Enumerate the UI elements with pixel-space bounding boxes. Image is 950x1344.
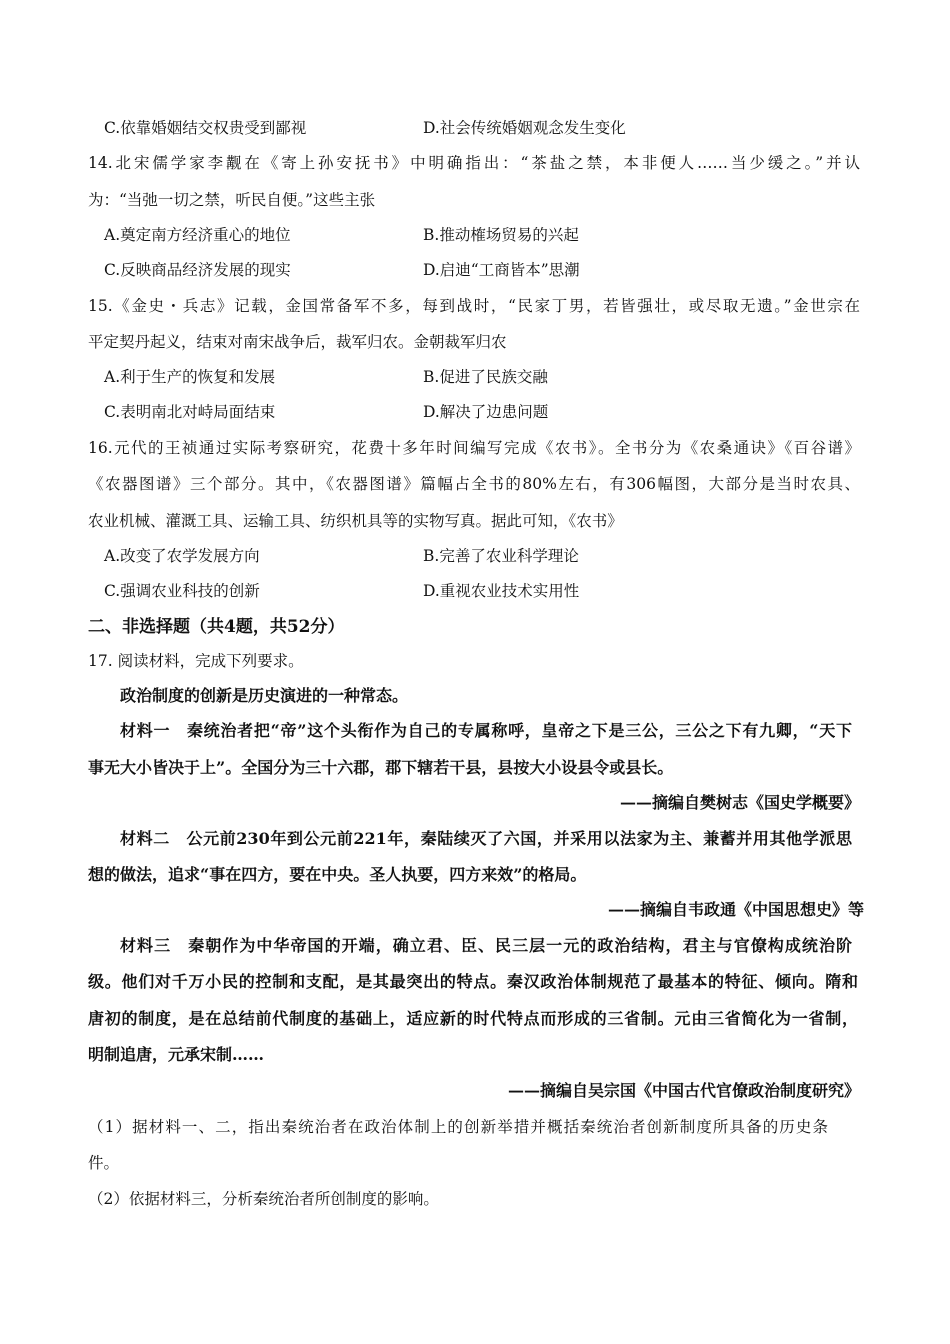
q17-material2-source: ——摘编自韦政通《中国思想史》等 xyxy=(607,900,864,919)
q17-material2-line1: 材料二 公元前230年到公元前221年，秦陆续灭了六国，并采用以法家为主、兼蓄并用其他学派思 xyxy=(120,829,852,848)
q17-material3-line3: 唐初的制度，是在总结前代制度的基础上，适应新的时代特点而形成的三省制。元由三省简化为一省制， xyxy=(88,1009,858,1028)
q16-option-b: B.完善了农业科学理论 xyxy=(423,547,579,565)
section-heading: 二、非选择题（共4题，共52分） xyxy=(88,617,345,637)
q17-material1-line2: 事无大小皆决于上”。全国分为三十六郡，郡下辖若干县，县按大小设县令或县长。 xyxy=(88,758,674,777)
q15-stem-line1: 15.《金史・兵志》记载，金国常备军不多，每到战时，“民家丁男，若皆强壮，或尽取无遗。”金世宗在 xyxy=(88,297,860,315)
q17-intro: 17. 阅读材料，完成下列要求。 xyxy=(88,652,304,670)
q15-option-c: C.表明南北对峙局面结束 xyxy=(104,403,276,421)
q17-material3-source: ——摘编自吴宗国《中国古代官僚政治制度研究》 xyxy=(507,1081,860,1100)
q17-material3-line1: 材料三 秦朝作为中华帝国的开端，确立君、臣、民三层一元的政治结构，君主与官僚构成统治阶 xyxy=(120,936,852,955)
q16-option-a: A.改变了农学发展方向 xyxy=(104,547,260,565)
q17-material3-line2: 级。他们对千万小民的控制和支配，是其最突出的特点。秦汉政治体制规范了最基本的特征、倾向。隋和 xyxy=(88,972,858,991)
q15-option-b: B.促进了民族交融 xyxy=(423,368,548,386)
q15-stem-line2: 平定契丹起义，结束对南宋战争后，裁军归农。金朝裁军归农 xyxy=(88,333,507,351)
q14-stem-line1: 14.北宋儒学家李觏在《寄上孙安抚书》中明确指出：“茶盐之禁，本非便人……当少缓之。”并认 xyxy=(88,154,860,172)
q17-material3-line4: 明制追唐，元承宋制…… xyxy=(88,1045,265,1064)
q13-option-c: C.依靠婚姻结交权贵受到鄙视 xyxy=(104,119,307,137)
q13-option-d: D.社会传统婚姻观念发生变化 xyxy=(423,119,626,137)
q16-option-d: D.重视农业技术实用性 xyxy=(423,582,580,600)
q17-sub2: （2）依据材料三，分析秦统治者所创制度的影响。 xyxy=(88,1190,439,1208)
q14-stem-line2: 为：“当弛一切之禁，听民自便。”这些主张 xyxy=(88,191,376,209)
q14-option-d: D.启迪“工商皆本”思潮 xyxy=(423,261,580,279)
q17-sub1-line1: （1）据材料一、二，指出秦统治者在政治体制上的创新举措并概括秦统治者创新制度所具备的历史条 xyxy=(88,1118,828,1136)
q16-option-c: C.强调农业科技的创新 xyxy=(104,582,260,600)
q17-material2-line2: 想的做法，追求“事在四方，要在中央。圣人执要，四方来效”的格局。 xyxy=(88,865,587,884)
q15-option-a: A.利于生产的恢复和发展 xyxy=(104,368,276,386)
q14-option-a: A.奠定南方经济重心的地位 xyxy=(104,226,291,244)
q17-sub1-line2: 件。 xyxy=(88,1154,120,1172)
q14-option-b: B.推动榷场贸易的兴起 xyxy=(423,226,579,244)
q16-stem-line2: 《农器图谱》三个部分。其中，《农器图谱》篇幅占全书的80%左右，有306幅图，大部分是当时农具、 xyxy=(88,475,860,493)
q17-material1-source: ——摘编自樊树志《国史学概要》 xyxy=(619,793,860,812)
q16-stem-line3: 农业机械、灌溉工具、运输工具、纺织机具等的实物写真。据此可知，《农书》 xyxy=(88,512,623,530)
q16-stem-line1: 16.元代的王祯通过实际考察研究，花费十多年时间编写完成《农书》。全书分为《农桑通诀》《百谷谱》 xyxy=(88,439,860,457)
q14-option-c: C.反映商品经济发展的现实 xyxy=(104,261,291,279)
q17-material1-line1: 材料一 秦统治者把“帝”这个头衔作为自己的专属称呼，皇帝之下是三公，三公之下有九卿，“天下 xyxy=(120,721,852,740)
q17-theme: 政治制度的创新是历史演进的一种常态。 xyxy=(120,686,409,705)
q15-option-d: D.解决了边患问题 xyxy=(423,403,549,421)
